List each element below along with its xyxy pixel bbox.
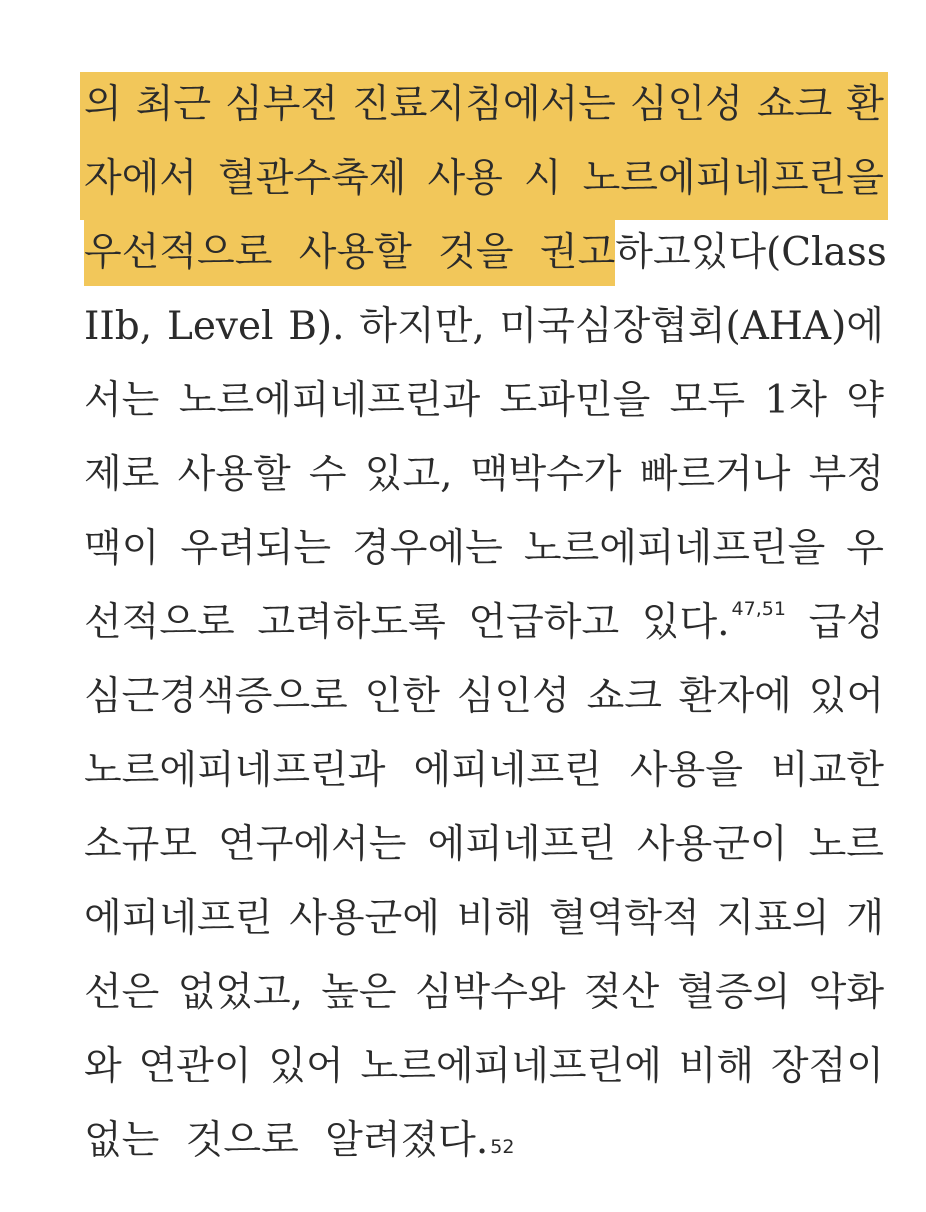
highlighted-segment-group [84, 220, 691, 286]
text-line [84, 220, 887, 294]
word: 빠르거나 [639, 452, 791, 497]
word: 심근경색증으로 [84, 674, 348, 719]
word: 비교한 [770, 748, 884, 793]
word: 우려되는 [180, 526, 332, 571]
word: 급성 [808, 600, 884, 645]
word: 비해 [678, 1044, 755, 1089]
word: 환 [846, 82, 884, 127]
word: 소규모 [84, 822, 198, 867]
word: 미국심장협회(AHA)에 [499, 304, 884, 349]
word: 맥이 [84, 526, 160, 571]
word: 사용할 [177, 452, 291, 497]
text-line [84, 886, 884, 960]
text-line [84, 590, 884, 664]
word: B). [288, 304, 345, 349]
word: 사용 [427, 156, 503, 201]
word: 있고, [364, 452, 453, 497]
text-line [84, 368, 884, 442]
document-body [84, 72, 887, 1182]
word: 에피네프린 [427, 822, 616, 867]
word: 지표의 [716, 896, 830, 941]
word: 연관이 [138, 1044, 252, 1089]
word: 최근 [135, 82, 212, 127]
word: 있다. [641, 600, 730, 645]
word: 고려하도록 [257, 600, 446, 645]
word: 비해 [456, 896, 533, 941]
word: 수 [308, 452, 347, 497]
text-line [84, 960, 884, 1034]
word: 사용군에 [289, 896, 440, 941]
text-line [84, 442, 884, 516]
word: 노르에피네프린을 [523, 526, 826, 571]
word: 모두 [669, 378, 745, 423]
word: 심부전 [225, 82, 339, 127]
word: 인한 [364, 674, 440, 719]
word: 에피네프린 [84, 896, 273, 941]
word: 심인성 [629, 82, 743, 127]
word: 서는 [84, 378, 160, 423]
word: 에피네프린 [413, 748, 602, 793]
text-segment: 하고 [615, 230, 691, 275]
word: 연구에서는 [218, 822, 407, 867]
word: 의 [84, 82, 122, 127]
text-line [84, 664, 884, 738]
word: 쇼크 [756, 82, 833, 127]
word: 환자에 [678, 674, 792, 719]
text-line [84, 738, 884, 812]
word: 도파민을 [499, 378, 651, 423]
text-line [84, 1034, 884, 1108]
word: Level [166, 304, 274, 349]
word: 노르에피네프린을 [582, 156, 884, 201]
word: 약 [846, 378, 884, 423]
word: 1차 [764, 378, 827, 423]
word: 우 [846, 526, 884, 571]
word: 언급하고 [468, 600, 620, 645]
word: 노르에피네프린과 [84, 748, 386, 793]
word: 와 [84, 1044, 122, 1089]
word: 선적으로 [84, 600, 235, 645]
word: 혈역학적 [548, 896, 700, 941]
word: 경우에는 [352, 526, 503, 571]
word: 악화 [808, 970, 884, 1015]
word: 자에서 [84, 156, 198, 201]
word: 부정 [808, 452, 884, 497]
word: 심박수와 [414, 970, 566, 1015]
word: 개 [846, 896, 884, 941]
word: 시 [523, 156, 562, 201]
word: 장점이 [770, 1044, 884, 1089]
word-with-citation [642, 590, 786, 656]
text-line [84, 812, 884, 886]
highlighted-text: 우선적으로 사용할 것을 권고 [84, 220, 615, 286]
citation-superscript: 47,51 [731, 598, 786, 620]
word: 노르 [808, 822, 884, 867]
word: 하지만, [359, 304, 485, 349]
word: 있어 [808, 674, 884, 719]
word: 제로 [84, 452, 160, 497]
word: 없었고, [177, 970, 304, 1015]
text-line-highlighted [80, 146, 888, 220]
word: 선은 [84, 970, 160, 1015]
text-line-last: 없는 것으로 알려졌다. 52 [84, 1108, 884, 1182]
word: 사용군이 [636, 822, 788, 867]
text-line-highlighted [80, 72, 888, 146]
word: 높은 [321, 970, 397, 1015]
word: 노르에피네프린에 [360, 1044, 662, 1089]
text-line [84, 294, 884, 368]
word: 있다(Class [690, 230, 887, 275]
text-segment: 없는 것으로 알려졌다. [84, 1118, 489, 1163]
word: 노르에피네프린과 [178, 378, 481, 423]
word: 쇼크 [586, 674, 662, 719]
text-line [84, 516, 884, 590]
word: 혈증의 [677, 970, 791, 1015]
word: IIb, [84, 304, 153, 349]
word: 젖산 [583, 970, 660, 1015]
word: 사용을 [629, 748, 743, 793]
word: 맥박수가 [470, 452, 622, 497]
word: 심인성 [456, 674, 570, 719]
word: 진료지침에서는 [352, 82, 616, 127]
word: 혈관수축제 [218, 156, 407, 201]
word: 있어 [268, 1044, 344, 1089]
